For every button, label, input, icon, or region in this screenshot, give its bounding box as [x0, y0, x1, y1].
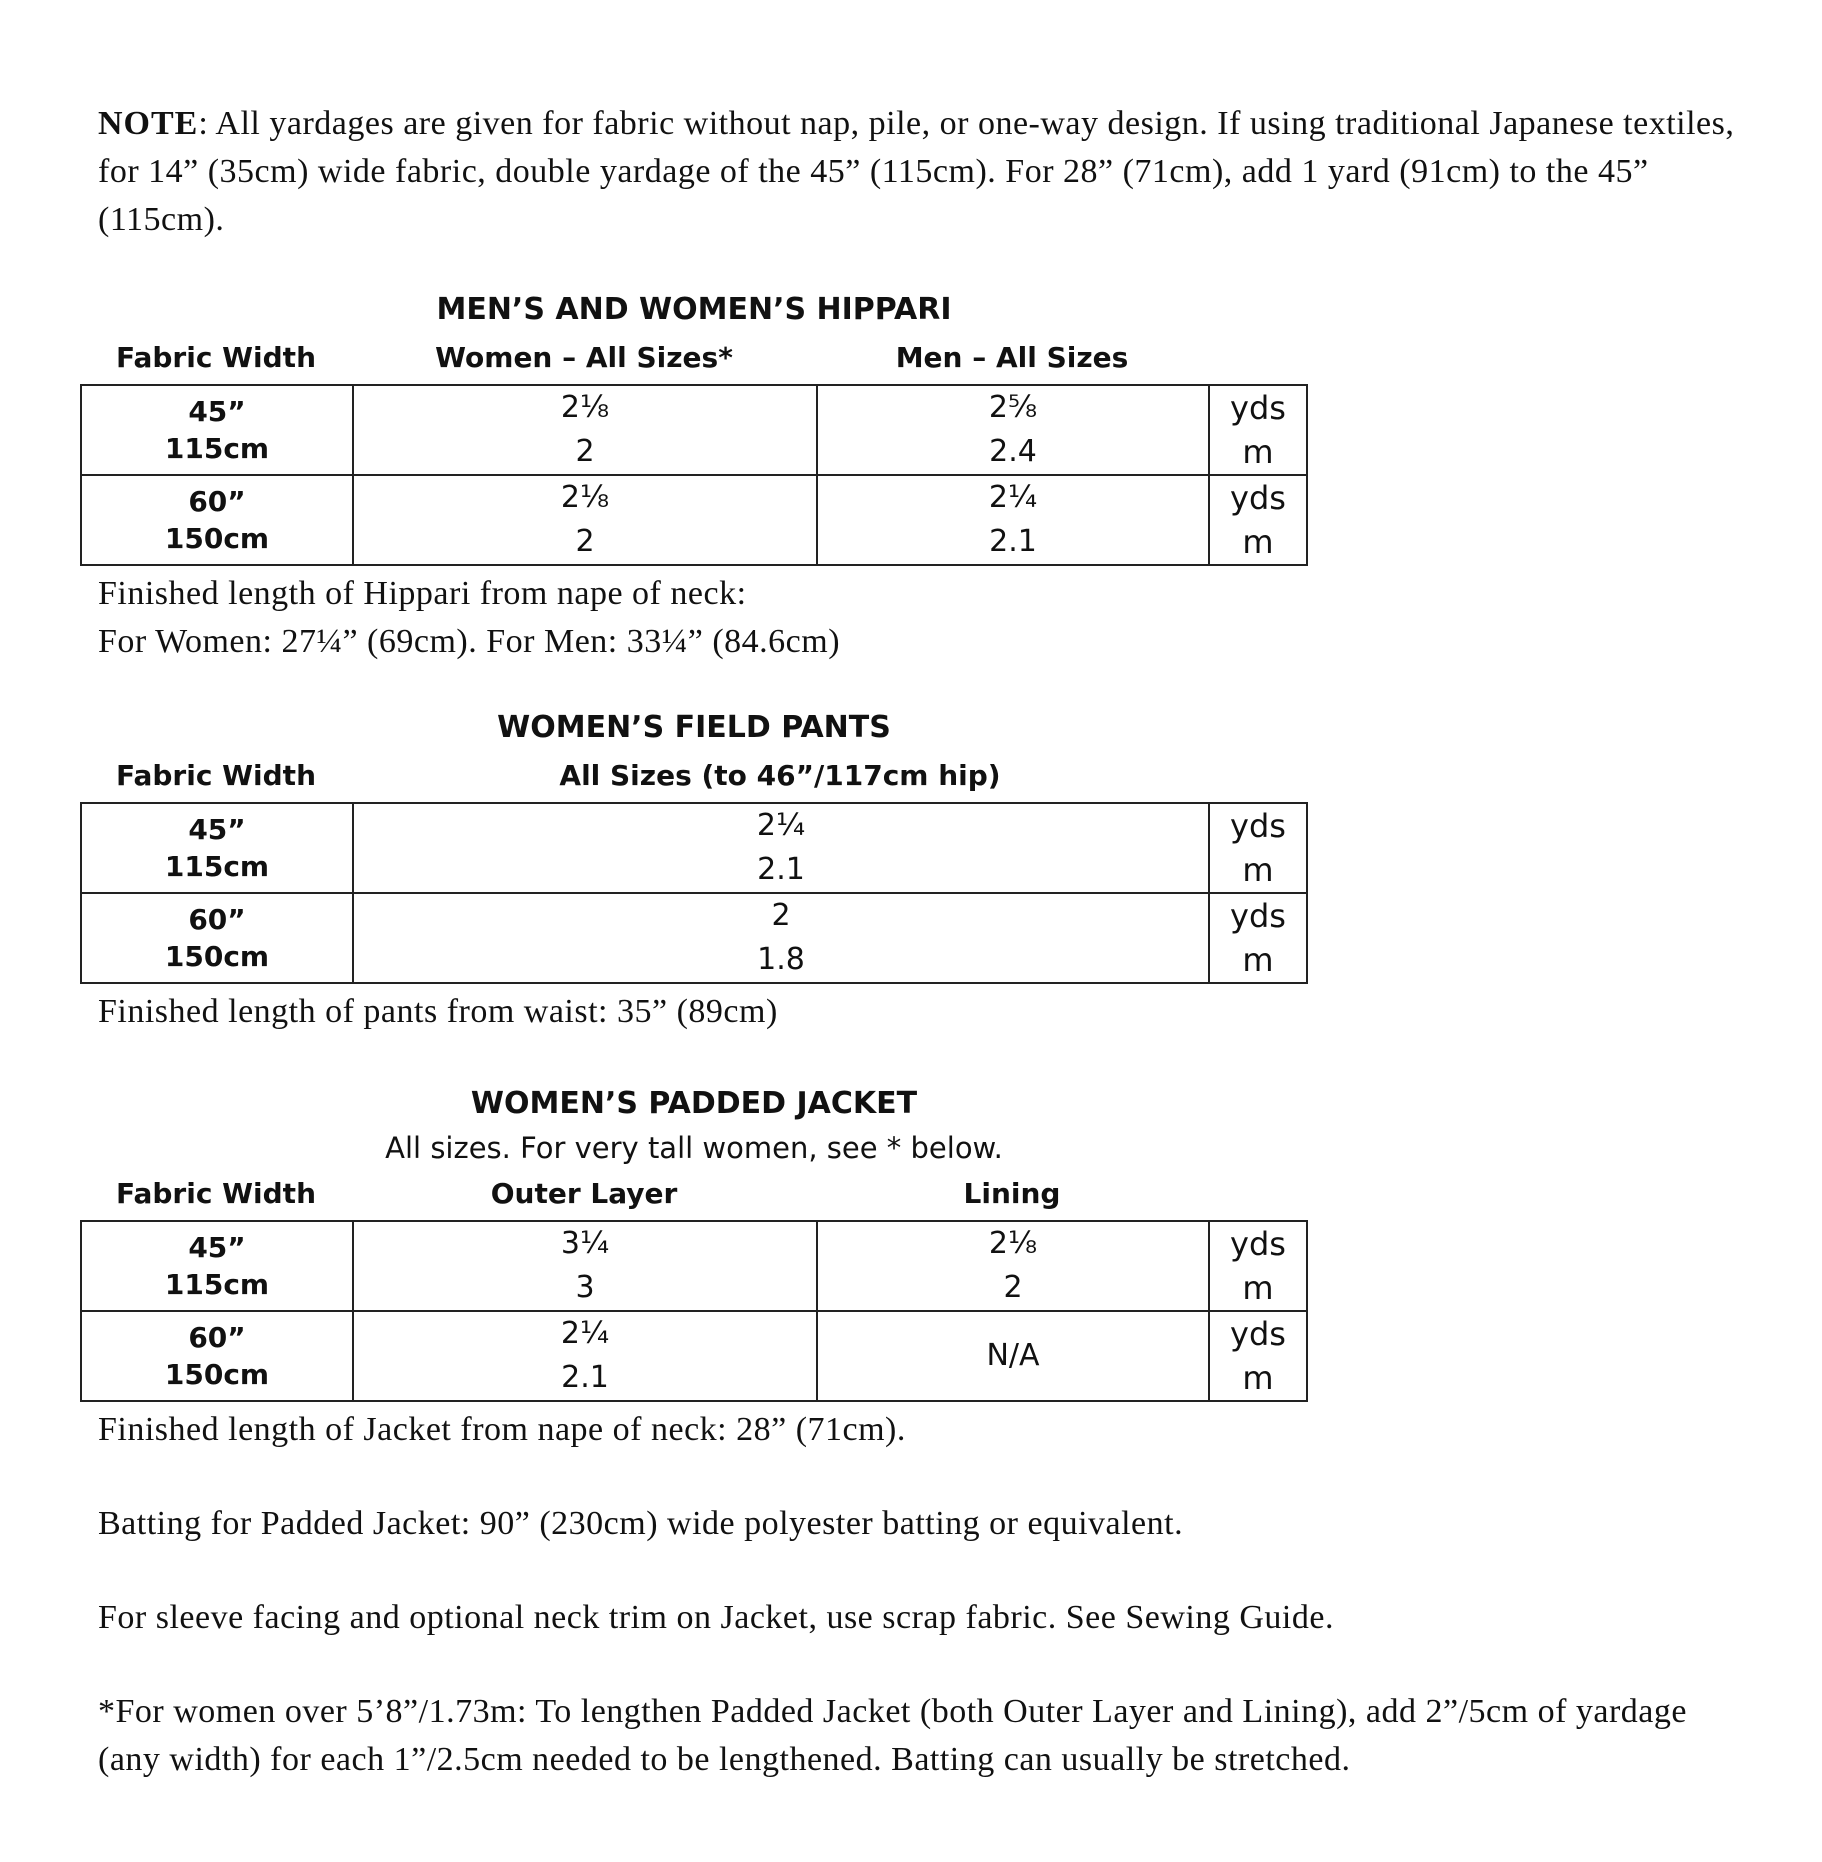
jacket-subtitle: All sizes. For very tall women, see * below. [385, 1131, 1003, 1165]
outer-layer-yardage-cell: 2¼ 2.1 [560, 1316, 610, 1395]
table-row [81, 475, 1307, 565]
hippari-header-women: Women – All Sizes* [435, 341, 733, 374]
all-sizes-yardage-cell: 2 1.8 [757, 898, 805, 977]
sleeve-facing-note: For sleeve facing and optional neck trim on Jacket, use scrap fabric. See Sewing Guide. [98, 1599, 1334, 1636]
pants-finished-length: Finished length of pants from waist: 35” (89cm) [98, 993, 778, 1030]
lining-yardage-cell: 2⅛ 2 [988, 1226, 1038, 1305]
jacket-header-fabric-width: Fabric Width [115, 1177, 317, 1210]
pants-title: WOMEN’S FIELD PANTS [497, 710, 891, 745]
jacket-title: WOMEN’S PADDED JACKET [470, 1086, 918, 1121]
all-sizes-yardage-cell: 2¼ 2.1 [756, 808, 806, 887]
hippari-header-fabric-width: Fabric Width [115, 341, 317, 374]
jacket-header-outer-layer: Outer Layer [490, 1177, 678, 1210]
hippari-finished-length-line-1: Finished length of Hippari from nape of neck: [98, 575, 747, 612]
hippari-title: MEN’S AND WOMEN’S HIPPARI [436, 292, 952, 327]
units-cell: yds m [1230, 897, 1286, 979]
men-yardage-cell: 2⅝ 2.4 [988, 390, 1038, 469]
table-row [81, 385, 1307, 475]
note-paragraph [98, 100, 1738, 244]
batting-note: Batting for Padded Jacket: 90” (230cm) wide polyester batting or equivalent. [98, 1505, 1184, 1542]
units-cell: yds m [1230, 1225, 1286, 1307]
fabric-width-cell: 60” 150cm [164, 903, 270, 973]
units-cell: yds m [1230, 1315, 1286, 1397]
outer-layer-yardage-cell: 3¼ 3 [560, 1226, 610, 1305]
tall-women-footnote: *For women over 5’8”/1.73m: To lengthen Padded Jacket (both Outer Layer and Lining), add 2”/5cm of yardage (any width) for each 1”/2.5cm needed to be lengthened. Batting can usually be stretched. [98, 1693, 1687, 1778]
hippari-finished-length-line-2: For Women: 27¼” (69cm). For Men: 33¼” (84.6cm) [98, 623, 841, 660]
fabric-width-cell: 60” 150cm [164, 1321, 270, 1391]
pants-header-all-sizes: All Sizes (to 46”/117cm hip) [559, 759, 1001, 792]
fabric-width-cell: 60” 150cm [164, 485, 270, 555]
pants-table [80, 802, 1308, 984]
men-yardage-cell: 2¼ 2.1 [988, 480, 1038, 559]
fabric-width-cell: 45” 115cm [164, 395, 270, 465]
hippari-table [80, 384, 1308, 566]
jacket-finished-length: Finished length of Jacket from nape of neck: 28” (71cm). [98, 1411, 906, 1448]
table-row [81, 1221, 1307, 1311]
table-row [81, 893, 1307, 983]
note-text: : All yardages are given for fabric without nap, pile, or one-way design. If using traditional Japanese textiles, for 14” (35cm) wide fabric, double yardage of the 45” (115cm). For 28” (71cm), add 1 yard (91cm) to the 45” (115cm). [98, 105, 1735, 238]
fabric-width-cell: 45” 115cm [164, 813, 270, 883]
table-row [81, 803, 1307, 893]
units-cell: yds m [1230, 389, 1286, 471]
pants-header-fabric-width: Fabric Width [115, 759, 317, 792]
hippari-header-men: Men – All Sizes [895, 341, 1129, 374]
note-label: NOTE [98, 105, 199, 142]
women-yardage-cell: 2⅛ 2 [560, 390, 610, 469]
table-row [81, 1311, 1307, 1401]
women-yardage-cell: 2⅛ 2 [560, 480, 610, 559]
units-cell: yds m [1230, 807, 1286, 889]
jacket-table [80, 1220, 1308, 1402]
fabric-width-cell: 45” 115cm [164, 1231, 270, 1301]
lining-yardage-cell: N/A [986, 1338, 1040, 1373]
units-cell: yds m [1230, 479, 1286, 561]
jacket-header-lining: Lining [963, 1177, 1061, 1210]
